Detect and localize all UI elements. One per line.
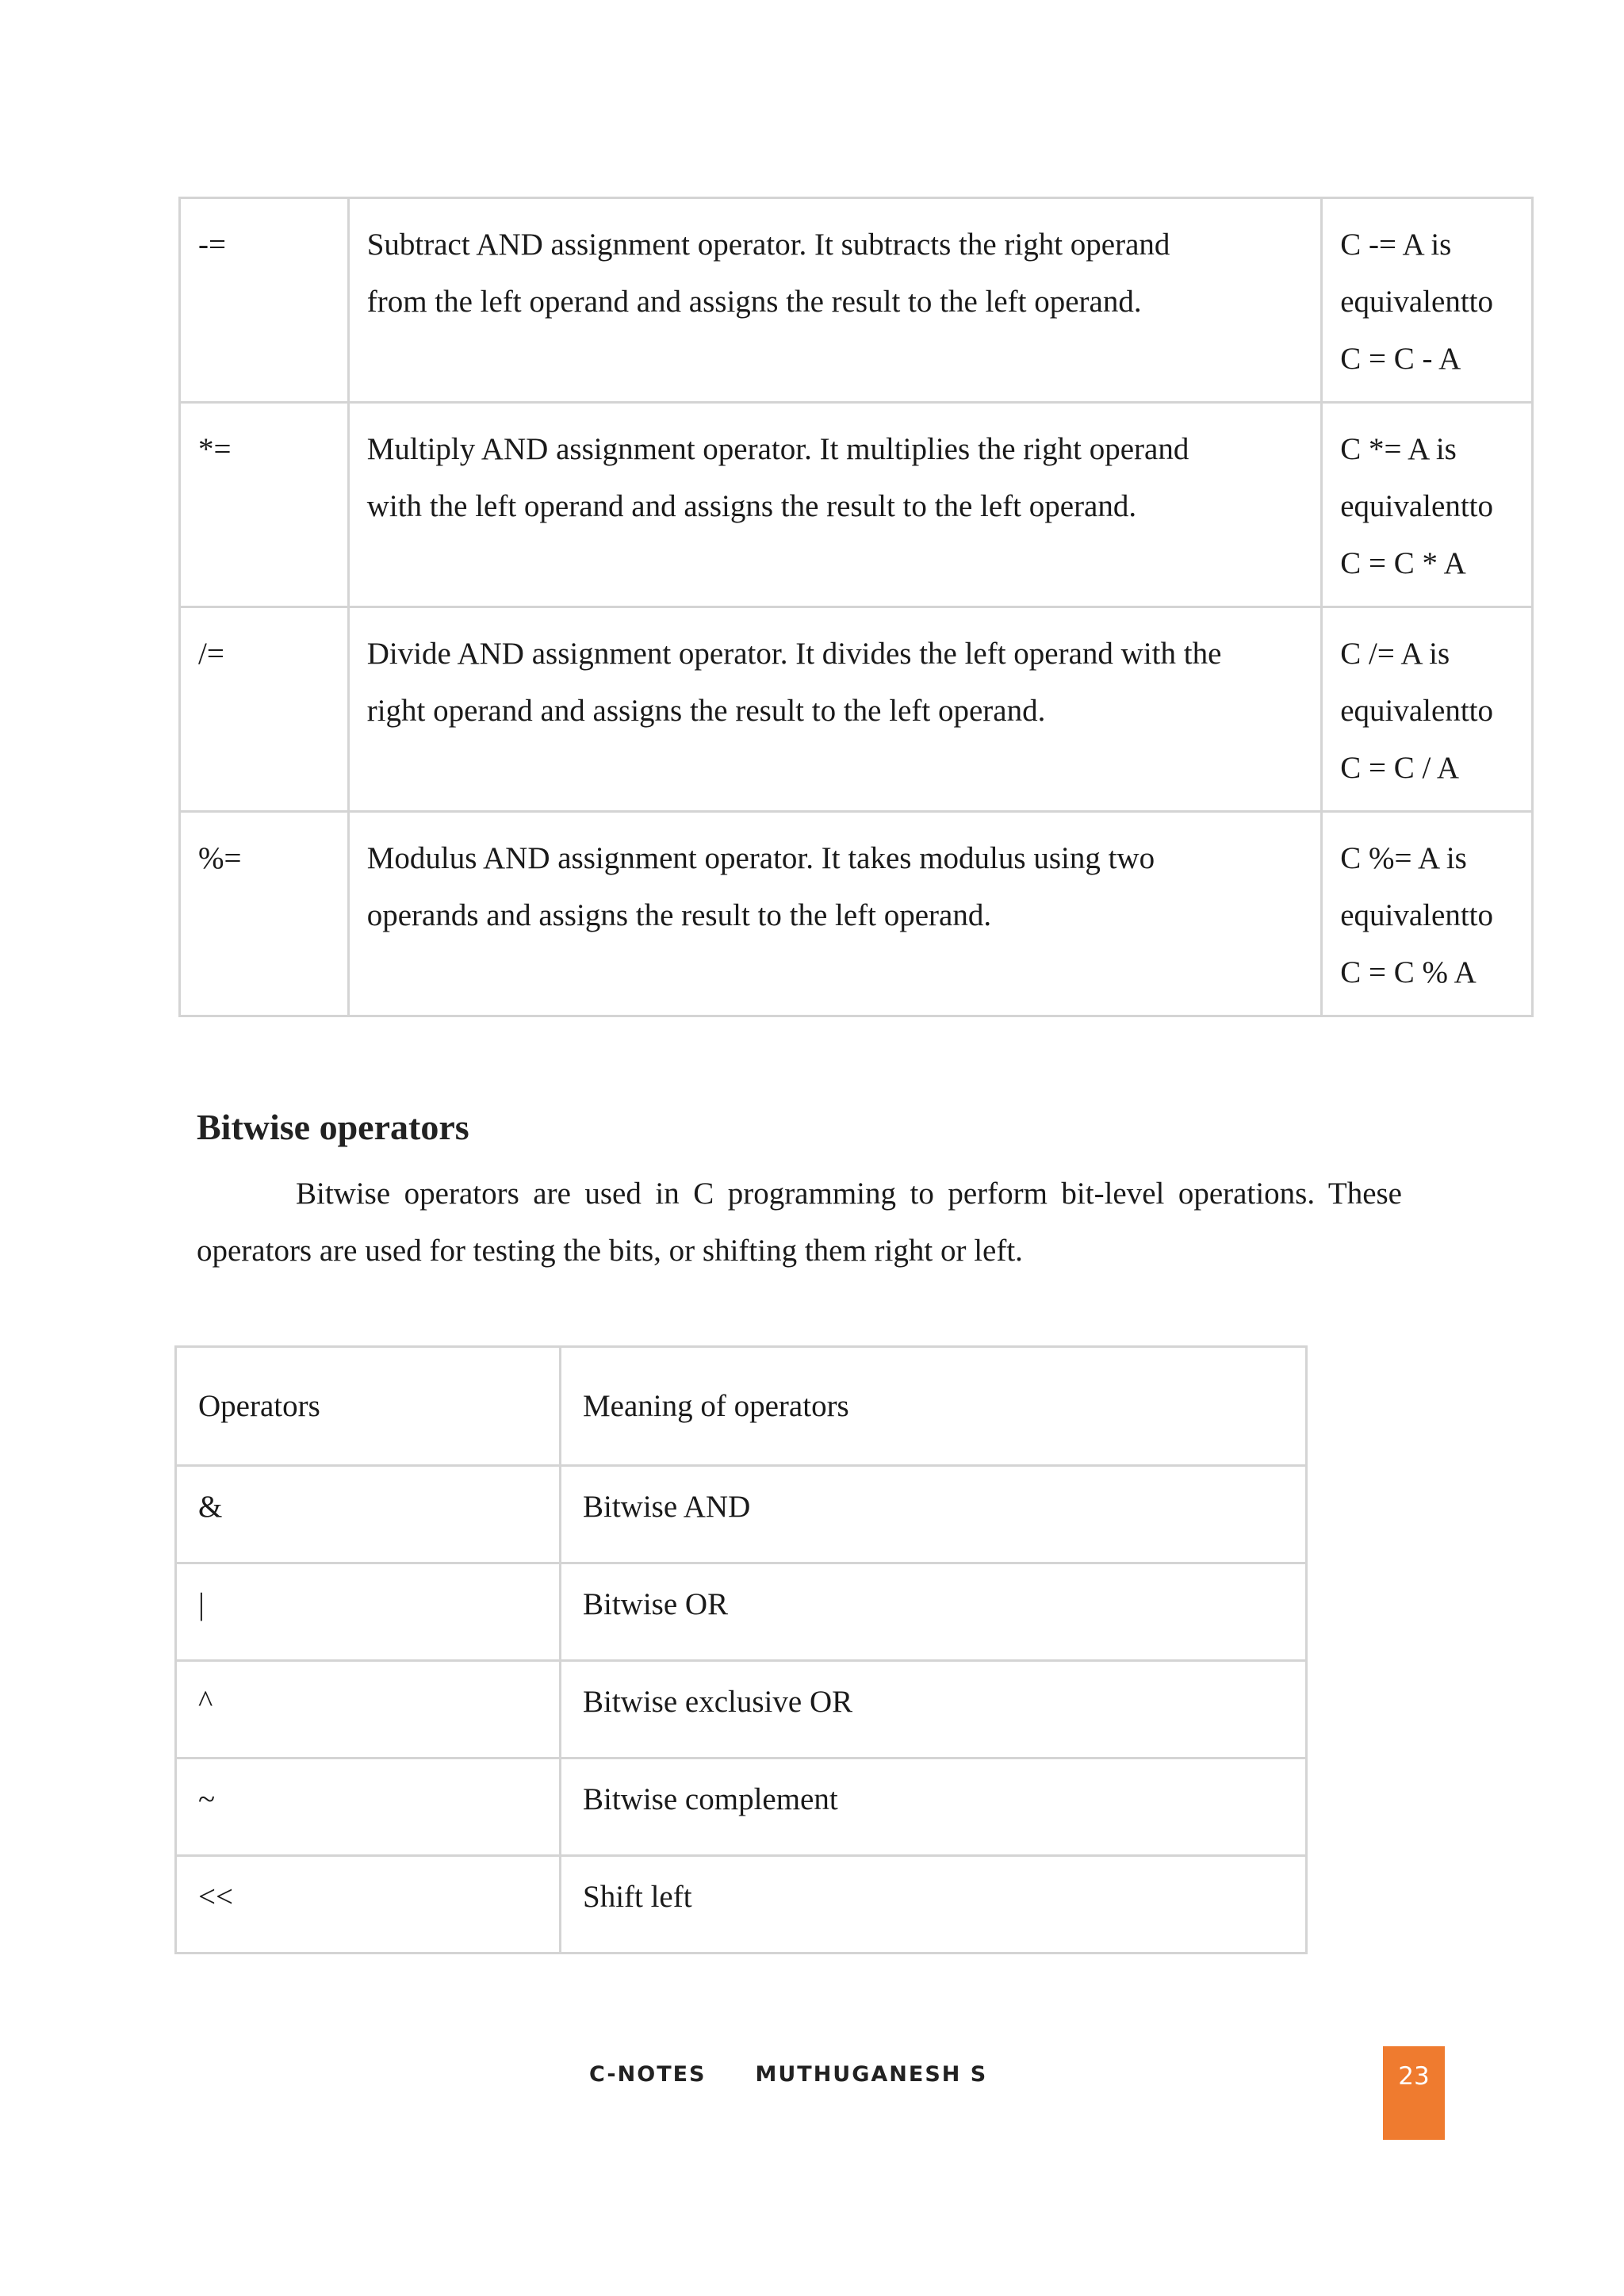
description-line: right operand and assigns the result to the left operand. xyxy=(366,694,1046,728)
example-line xyxy=(1340,478,1493,535)
equivalent-word: equivalent xyxy=(1340,489,1469,523)
operator-cell xyxy=(180,403,349,607)
example-line: C = C * A xyxy=(1340,546,1466,580)
table-row xyxy=(180,403,1533,607)
meaning-cell: Bitwise exclusive OR xyxy=(561,1661,1307,1758)
operator-cell xyxy=(180,198,349,403)
description-line: Subtract AND assignment operator. It subtracts the right operand xyxy=(366,228,1170,262)
footer-author: MUTHUGANESH S xyxy=(755,2062,988,2087)
example-line: C = C - A xyxy=(1340,342,1461,376)
description-line: from the left operand and assigns the result to the left operand. xyxy=(366,285,1142,319)
description-cell xyxy=(348,607,1322,812)
equivalent-word: equivalent xyxy=(1340,285,1469,319)
assignment-operators-table xyxy=(178,197,1534,1017)
operator-cell xyxy=(180,812,349,1016)
meaning-cell: Bitwise complement xyxy=(561,1758,1307,1856)
example-cell xyxy=(1322,812,1533,1016)
operator-cell: | xyxy=(176,1563,561,1661)
meaning-cell: Shift left xyxy=(561,1856,1307,1954)
operator-cell: ^ xyxy=(176,1661,561,1758)
operator-cell: & xyxy=(176,1466,561,1563)
page-number-badge xyxy=(1383,2046,1445,2140)
description-line: operands and assigns the result to the left operand. xyxy=(366,898,992,932)
to-word: to xyxy=(1469,489,1493,523)
example-line: C = C / A xyxy=(1340,751,1460,785)
footer-title: C-NOTES xyxy=(589,2062,707,2087)
example-cell xyxy=(1322,607,1533,812)
example-line: C -= A is xyxy=(1340,228,1452,262)
operator-cell xyxy=(180,607,349,812)
section-paragraph: Bitwise operators are used in C programming to perform bit-level operations. These operators are used for testing the bits, or shifting them right or left. xyxy=(197,1177,1402,1268)
meaning-cell: Bitwise AND xyxy=(561,1466,1307,1563)
header-cell-meaning: Meaning of operators xyxy=(561,1347,1307,1466)
meaning-cell: Bitwise OR xyxy=(561,1563,1307,1661)
table-row xyxy=(176,1856,1307,1954)
example-line: C *= A is xyxy=(1340,432,1457,466)
table-row xyxy=(176,1758,1307,1856)
operator-symbol: -= xyxy=(198,228,226,262)
description-line: Divide AND assignment operator. It divides the left operand with the xyxy=(366,637,1222,671)
example-line xyxy=(1340,683,1493,740)
table-row xyxy=(180,198,1533,403)
description-cell xyxy=(348,812,1322,1016)
example-line: C /= A is xyxy=(1340,637,1450,671)
page-footer xyxy=(589,2062,987,2087)
to-word: to xyxy=(1469,898,1493,932)
to-word: to xyxy=(1469,694,1493,728)
example-line xyxy=(1340,274,1493,331)
equivalent-word: equivalent xyxy=(1340,898,1469,932)
example-line: C = C % A xyxy=(1340,955,1477,989)
operator-cell: ~ xyxy=(176,1758,561,1856)
example-cell xyxy=(1322,198,1533,403)
bitwise-operators-table xyxy=(174,1345,1308,1954)
table-header-row xyxy=(176,1347,1307,1466)
example-line xyxy=(1340,887,1493,944)
example-cell xyxy=(1322,403,1533,607)
description-cell xyxy=(348,403,1322,607)
equivalent-word: equivalent xyxy=(1340,694,1469,728)
table-row xyxy=(180,607,1533,812)
table-row xyxy=(176,1466,1307,1563)
section-heading: Bitwise operators xyxy=(197,1107,469,1147)
description-line: Multiply AND assignment operator. It multiplies the right operand xyxy=(366,432,1189,466)
table-row xyxy=(176,1661,1307,1758)
description-line: Modulus AND assignment operator. It takes modulus using two xyxy=(366,841,1155,875)
description-line: with the left operand and assigns the result to the left operand. xyxy=(366,489,1137,523)
to-word: to xyxy=(1469,285,1493,319)
table-row xyxy=(180,812,1533,1016)
operator-cell: << xyxy=(176,1856,561,1954)
description-cell xyxy=(348,198,1322,403)
operator-symbol: *= xyxy=(198,432,232,466)
operator-symbol: %= xyxy=(198,841,242,875)
page-number: 23 xyxy=(1398,2062,1430,2091)
operator-symbol: /= xyxy=(198,637,224,671)
table-row xyxy=(176,1563,1307,1661)
example-line: C %= A is xyxy=(1340,841,1467,875)
header-cell-operators: Operators xyxy=(176,1347,561,1466)
